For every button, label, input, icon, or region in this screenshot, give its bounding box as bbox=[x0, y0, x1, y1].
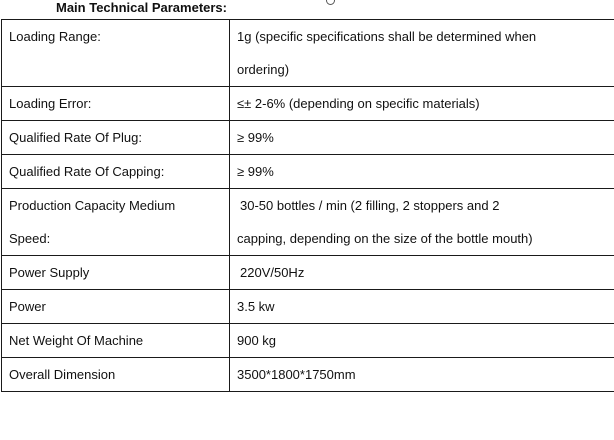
parameter-value: 220V/50Hz bbox=[230, 256, 614, 290]
parameter-value-line: ordering) bbox=[237, 62, 290, 77]
parameter-value: 3.5 kw bbox=[230, 290, 614, 324]
section-heading: Main Technical Parameters: bbox=[56, 0, 227, 15]
table-row bbox=[2, 256, 614, 290]
technical-parameters-table bbox=[1, 19, 614, 392]
table-row bbox=[2, 20, 614, 87]
parameter-label-line: Speed: bbox=[9, 231, 51, 246]
parameter-value: ≥ 99% bbox=[230, 155, 614, 189]
circle-mark-icon bbox=[326, 0, 335, 5]
table-row bbox=[2, 290, 614, 324]
parameter-label: Power Supply bbox=[2, 256, 230, 290]
parameter-label-line: Production Capacity Medium bbox=[9, 198, 176, 213]
parameter-label: Loading Range: bbox=[2, 20, 230, 87]
table-row bbox=[2, 87, 614, 121]
table-row bbox=[2, 189, 614, 256]
table-row bbox=[2, 155, 614, 189]
parameter-value-line: 1g (specific specifications shall be determined when bbox=[237, 29, 537, 44]
parameter-value-line: capping, depending on the size of the bottle mouth) bbox=[237, 231, 533, 246]
parameter-label: Overall Dimension bbox=[2, 358, 230, 392]
parameter-label: Qualified Rate Of Plug: bbox=[2, 121, 230, 155]
parameter-value: 3500*1800*1750mm bbox=[230, 358, 614, 392]
parameter-value bbox=[230, 20, 614, 87]
parameter-value-line: 30-50 bottles / min (2 filling, 2 stoppers and 2 bbox=[240, 198, 500, 213]
parameter-value: ≥ 99% bbox=[230, 121, 614, 155]
parameter-label: Qualified Rate Of Capping: bbox=[2, 155, 230, 189]
table-row bbox=[2, 358, 614, 392]
parameter-value: ≤± 2-6% (depending on specific materials) bbox=[230, 87, 614, 121]
table-row bbox=[2, 324, 614, 358]
parameter-label bbox=[2, 189, 230, 256]
parameter-value: 900 kg bbox=[230, 324, 614, 358]
table-row bbox=[2, 121, 614, 155]
parameter-label: Power bbox=[2, 290, 230, 324]
parameter-label: Net Weight Of Machine bbox=[2, 324, 230, 358]
parameter-value bbox=[230, 189, 614, 256]
parameter-label: Loading Error: bbox=[2, 87, 230, 121]
